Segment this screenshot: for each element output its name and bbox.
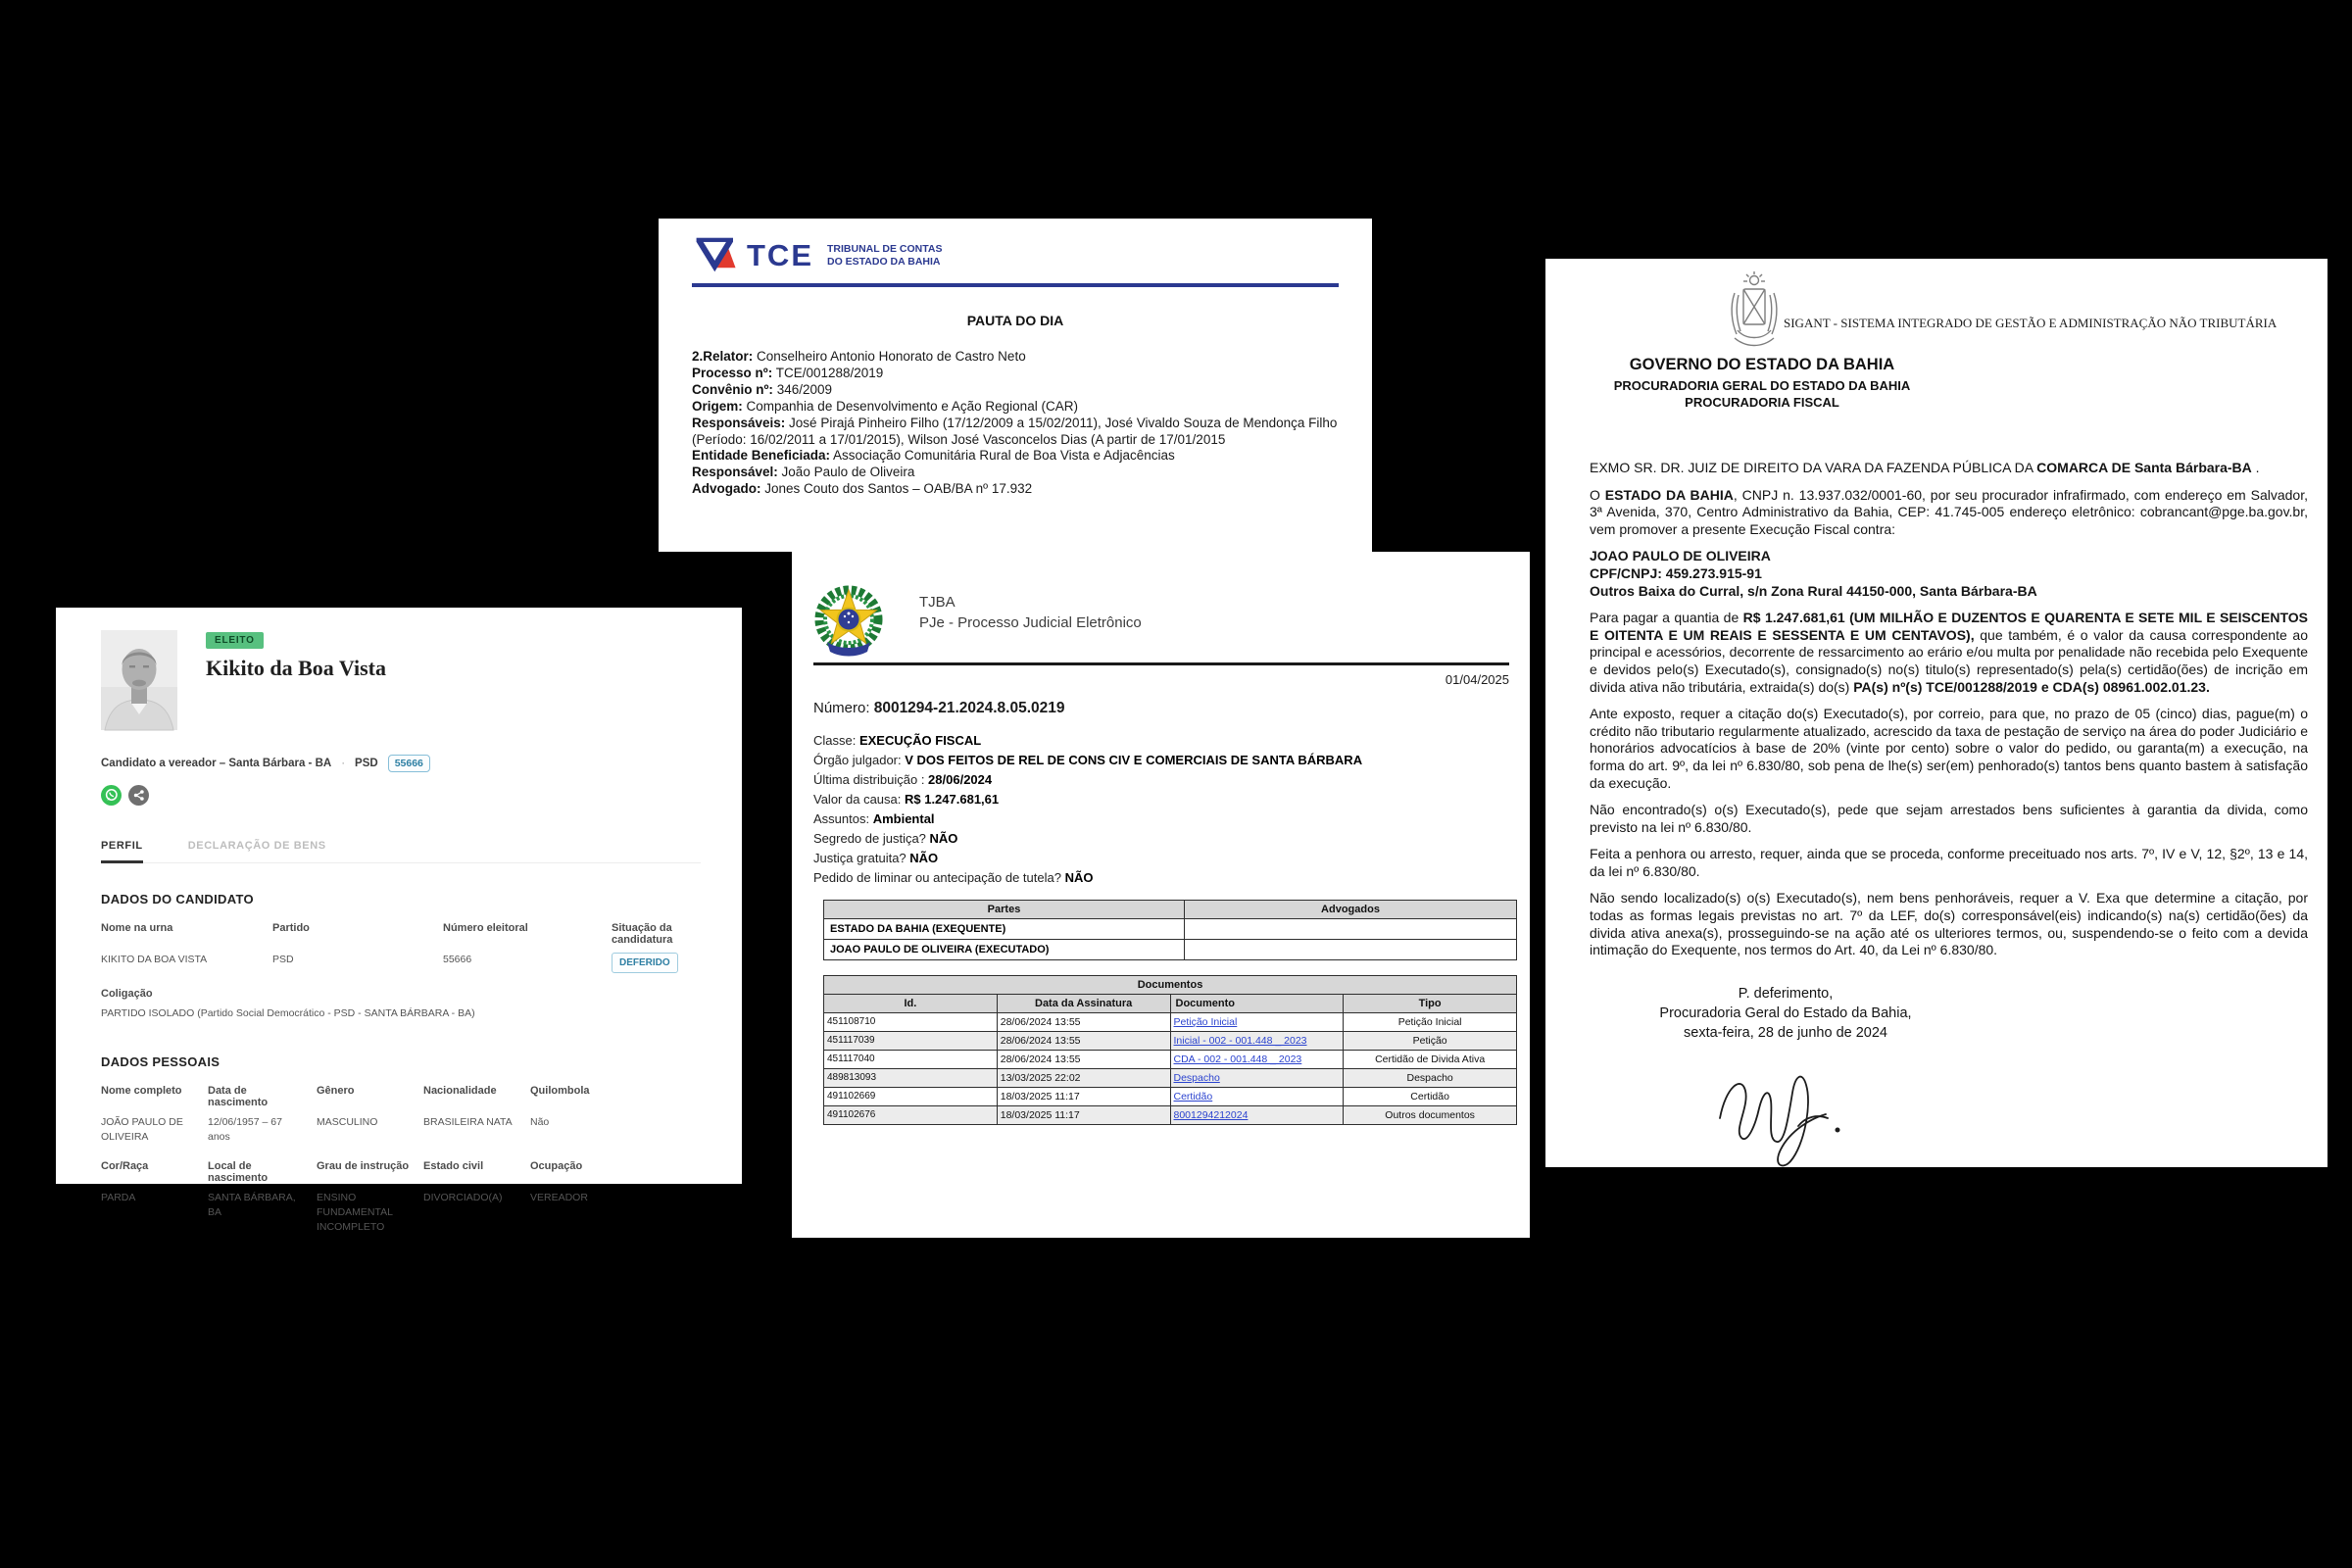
field-label: Coligação [101,988,153,1000]
field-label: Número eleitoral [443,922,528,934]
field-value: ENSINO FUNDAMENTAL INCOMPLETO [317,1192,393,1233]
text-segment: que também, é o valor da causa correspondente ao principal e acessórios, decorrente de ressarcimento ao erário e/ou multa por penalidade não recebida pelo Exequente e devidos pelo(s) Executado(s), consignado(s) no(s) titulo(s) representado(s) pela(s) certidão(ões) de incrição em divida ativa não tributária, extraida(s) do(s) [1590,626,2308,695]
partes-header: Partes [824,901,1185,919]
field-value: José Pirajá Pinheiro Filho (17/12/2009 a 15/02/2011), José Vivaldo Souza de Mendonça Filho (Período: 16/02/2011 a 17/01/2015), Wilson José Vasconcelos Dias (A partir de 17/01/2015 [692,415,1338,447]
pje-court-block [919,592,1142,633]
field-label: Gênero [317,1085,355,1097]
pje-fields [813,731,1509,888]
field-value: JOÃO PAULO DE OLIVEIRA [101,1116,183,1143]
field-label: Quilombola [530,1085,590,1097]
tce-pauta-document [659,219,1372,552]
pje-field-line [813,731,1509,751]
field-value: SANTA BÁRBARA, BA [208,1192,296,1218]
text-segment: R$ 1.247.681,61 (UM MILHÃO E DUZENTOS E QUARENTA E SETE MIL E SEISCENTOS E OITENTA E UM REAIS E SESSENTA E UM CENTAVOS), [1590,610,2308,643]
pje-case-number-line: Número: 8001294-21.2024.8.05.0219 [813,700,1065,716]
table-row [824,1106,1517,1125]
field-label: Justiça gratuita? [813,851,910,865]
field-label: Responsável: [692,465,778,480]
paragraph [1590,846,2308,880]
attorney-office-title: PROCURADORIA GERAL DO ESTADO DA BAHIA [1613,378,1911,393]
table-row [824,919,1517,940]
tce-field-line [692,465,1339,481]
paragraph [1590,890,2308,958]
closing-line: Procuradoria Geral do Estado da Bahia, [1659,1005,1912,1021]
field-label: Nome na urna [101,922,173,934]
partes-table [823,900,1517,960]
text-segment: Feita a penhora ou arresto, requer, ainda que se proceda, conforme preceituado nos arts. 7º, IV e V, 12, §2º, 13 e 14, da lei nº 6.830/80. [1590,846,2308,879]
pje-field-line [813,770,1509,790]
candidate-description: Candidato a vereador – Santa Bárbara - BA [101,758,332,769]
tce-logo-icon [694,236,739,274]
ballot-number-badge: 55666 [388,755,430,772]
field-label: Última distribuição : [813,772,929,787]
table-row [824,1051,1517,1069]
tjba-seal-icon [813,584,884,660]
doc-name-cell [1170,1106,1344,1125]
tce-field-line [692,448,1339,465]
share-button[interactable] [128,785,149,810]
closing-line: P. deferimento, [1738,986,1834,1002]
status-badge-eleito: ELEITO [206,632,264,649]
party-lawyers [1185,940,1517,960]
tce-acronym: TCE [747,237,813,272]
status-badge-deferido: DEFERIDO [612,953,678,973]
field-label: Assuntos: [813,811,873,826]
candidate-profile-card [56,608,742,1233]
tce-divider [692,283,1339,287]
field-label: Advogado: [692,481,761,497]
doc-signature-date: 28/06/2024 13:55 [997,1013,1170,1032]
tce-field-line [692,481,1339,498]
field-label: Processo nº: [692,365,773,380]
field-label: Órgão julgador: [813,753,906,767]
text-segment: JOAO PAULO DE OLIVEIRA [1590,548,1771,564]
field-value: KIKITO DA BOA VISTA [101,954,208,965]
field-value: MASCULINO [317,1116,378,1128]
doc-signature-date: 28/06/2024 13:55 [997,1032,1170,1051]
text-segment: Ante exposto, requer a citação do(s) Executado(s), por correio, para que, no prazo de 05 (cinco) dias, pague(m) o crédito não tributario regularmente atualizado, acrescido da taxa de pestação de serviço na área do poder Judiciário e honorários advocatícios à base de 20% (vinte por cento) sobre o valor do pedido, ou garanta(m) a execução, na forma do art. 9º, da lei nº 6.830/80, sob pena de lhe(s) ser(em) penhorado(s) tantos bens quanto bastem à satisfação da execução. [1590,706,2308,791]
tce-title: PAUTA DO DIA [966,313,1064,328]
pje-field-line [813,849,1509,868]
tce-field-line [692,366,1339,382]
pje-header [813,584,1509,660]
pje-divider [813,662,1509,665]
field-value: R$ 1.247.681,61 [904,792,1000,807]
field-label: Pedido de liminar ou antecipação de tutela? [813,870,1065,885]
text-segment: ESTADO DA BAHIA [1604,486,1734,503]
text-segment: , CNPJ n. 13.937.032/0001-60, por seu procurador infrafirmado, com endereço em Salvador, 3ª Avenida, 370, Centro Administrativo da Bahia, CEP: 41.745-005 endereço eletrônico: cobrancant@pge.ba.gov.br, vem promover a presente Execução Fiscal contra: [1590,486,2308,537]
doc-type: Despacho [1344,1069,1517,1088]
text-segment: Não sendo localizado(s) o(s) Executado(s), nem bens penhoráveis, requer a V. Exa que determine a citação, por todas as formas legais previstas no art. 7º da LEF, do(s) corresponsável(eis) indicando(s) na(s) certidão(ões) da divida ativa anexa(s), prosseguindo-se na ação até os ulteriores termos, ou, suspendendo-se o feito com a devida intimação do Exequente, nos termos do Art. 40, da Lei nº 6.830/80. [1590,890,2308,958]
pje-field-line [813,829,1509,849]
document-link[interactable]: Petição Inicial [1173,1016,1238,1028]
field-label: Segredo de justiça? [813,831,930,846]
field-value: BRASILEIRA NATA [423,1116,513,1128]
field-label: Classe: [813,733,859,748]
col-header-data: Data da Assinatura [997,995,1170,1013]
doc-type: Petição [1344,1032,1517,1051]
text-segment: . [2251,460,2260,475]
field-value: Jones Couto dos Santos – OAB/BA nº 17.932 [760,481,1033,497]
field-label: Local de nascimento [208,1160,269,1184]
party-name: JOAO PAULO DE OLIVEIRA (EXECUTADO) [824,940,1185,960]
col-header-documento: Documento [1170,995,1344,1013]
document-link[interactable]: CDA - 002 - 001.448 _ 2023 [1173,1054,1302,1065]
doc-signature-date: 13/03/2025 22:02 [997,1069,1170,1088]
field-label: Situação da candidatura [612,922,673,946]
tce-field-line [692,416,1339,449]
field-label: Nacionalidade [423,1085,497,1097]
personal-data-grid-row [101,1085,701,1145]
doc-id: 491102676 [824,1106,998,1125]
coligacao-block [101,988,701,1021]
document-link[interactable]: Certidão [1173,1091,1213,1102]
col-header-tipo: Tipo [1344,995,1517,1013]
pje-process-document [792,552,1530,1238]
text-segment: CPF/CNPJ: 459.273.915-91 [1590,564,1762,581]
pje-field-line [813,868,1509,888]
meta-separator: · [341,758,346,769]
documentos-title: Documentos [824,976,1517,995]
candidate-photo [101,630,177,735]
doc-id: 451117039 [824,1032,998,1051]
profile-tabs [101,840,701,863]
party-lawyers [1185,919,1517,940]
field-value: V DOS FEITOS DE REL DE CONS CIV E COMERCIAIS DE SANTA BÁRBARA [905,753,1363,767]
party-name: ESTADO DA BAHIA (EXEQUENTE) [824,919,1185,940]
documentos-table [823,975,1517,1125]
fiscal-office-title: PROCURADORIA FISCAL [1685,395,1839,410]
field-label: Cor/Raça [101,1160,149,1172]
doc-type: Outros documentos [1344,1106,1517,1125]
field-value: DIVORCIADO(A) [423,1192,503,1203]
field-value: PSD [272,954,294,965]
table-row [824,1013,1517,1032]
doc-id: 451117040 [824,1051,998,1069]
field-label: Responsáveis: [692,415,786,430]
col-header-id: Id. [824,995,998,1013]
field-value [612,953,701,973]
field-value: PARTIDO ISOLADO (Partido Social Democrático - PSD - SANTA BÁRBARA - BA) [101,1007,475,1019]
doc-type: Petição Inicial [1344,1013,1517,1032]
advogados-header: Advogados [1185,901,1517,919]
section-title-dados-pessoais: DADOS PESSOAIS [101,1054,220,1069]
document-link[interactable]: Despacho [1173,1072,1220,1084]
field-label: Data de nascimento [208,1085,269,1108]
doc-name-cell [1170,1013,1344,1032]
candidate-data-grid [101,922,701,973]
pge-execucao-fiscal-document [1545,259,2328,1167]
field-value: EXECUÇÃO FISCAL [858,733,982,748]
field-label: Estado civil [423,1160,484,1172]
text-segment: Não encontrado(s) o(s) Executado(s), pede que sejam arrestados bens suficientes à garantia da divida, como previsto na lei nº 6.830/80. [1590,802,2308,835]
pje-field-line [813,790,1509,809]
field-value: NÃO [929,831,958,846]
paragraph [1590,802,2308,836]
tce-logo-row [694,236,1339,274]
doc-name-cell [1170,1051,1344,1069]
document-link[interactable]: 8001294212024 [1173,1109,1249,1121]
field-value: Associação Comunitária Rural de Boa Vista e Adjacências [830,448,1175,464]
personal-data-grids [101,1085,701,1235]
field-value: João Paulo de Oliveira [777,465,915,480]
text-segment: COMARCA DE Santa Bárbara-BA [2036,460,2252,475]
field-label: Nome completo [101,1085,182,1097]
tce-field-line [692,399,1339,416]
candidate-name: Kikito da Boa Vista [206,656,386,680]
field-value: Não [530,1116,550,1128]
field-value: PARDA [101,1192,136,1203]
text-segment: Outros Baixa do Curral, s/n Zona Rural 44150-000, Santa Bárbara-BA [1590,582,2037,599]
doc-id: 451108710 [824,1013,998,1032]
pje-field-line [813,751,1509,770]
paragraph [1590,610,2308,696]
tab-declaracao-de-bens[interactable]: DECLARAÇÃO DE BENS [187,840,326,852]
text-segment: Para pagar a quantia de [1590,610,1743,626]
field-value: 55666 [443,954,472,965]
table-row [824,1088,1517,1106]
field-label: Ocupação [530,1160,583,1172]
field-value: Ambiental [872,811,935,826]
tce-field-line [692,382,1339,399]
text-segment: PA(s) nº(s) TCE/001288/2019 e CDA(s) 08961.002.01.23. [1853,678,2210,695]
doc-type: Certidão de Divida Ativa [1344,1051,1517,1069]
doc-name-cell [1170,1088,1344,1106]
field-label: Entidade Beneficiada: [692,448,831,464]
tce-org-name: TRIBUNAL DE CONTAS DO ESTADO DA BAHIA [827,243,943,268]
candidate-meta [101,755,701,772]
field-label: Valor da causa: [813,792,905,807]
signature-handwriting [1712,1057,1859,1170]
field-label: Grau de instrução [317,1160,410,1172]
field-label: Origem: [692,398,743,414]
sigant-system-label: SIGANT - SISTEMA INTEGRADO DE GESTÃO E ADMINISTRAÇÃO NÃO TRIBUTÁRIA [1784,316,2278,330]
text-segment: O [1590,486,1605,503]
pje-system: PJe - Processo Judicial Eletrônico [919,614,1142,631]
text-segment: EXMO SR. DR. JUIZ DE DIREITO DA VARA DA FAZENDA PÚBLICA DA [1590,460,2037,475]
table-row [824,1069,1517,1088]
party-abbrev: PSD [355,758,378,769]
doc-name-cell [1170,1032,1344,1051]
pge-headings [1545,356,1979,410]
field-value: Companhia de Desenvolvimento e Ação Regional (CAR) [742,398,1078,414]
doc-signature-date: 18/03/2025 11:17 [997,1106,1170,1125]
bahia-coat-of-arms-icon [1728,270,1781,355]
doc-id: 489813093 [824,1069,998,1088]
tce-fields [692,349,1339,498]
pje-case-number: 8001294-21.2024.8.05.0219 [873,700,1065,716]
field-value: 346/2009 [772,381,832,397]
pje-field-line [813,809,1509,829]
paragraph [1590,487,2308,539]
field-label: 2.Relator: [692,349,754,364]
pje-date: 01/04/2025 [1445,672,1509,687]
field-value: VEREADOR [530,1192,588,1203]
field-label: Partido [272,922,310,934]
field-value: TCE/001288/2019 [772,365,884,380]
paragraph [1590,460,2308,477]
field-value: NÃO [1064,870,1094,885]
pge-body [1590,460,2308,969]
doc-signature-date: 18/03/2025 11:17 [997,1088,1170,1106]
doc-name-cell [1170,1069,1344,1088]
section-title-dados-do-candidato: DADOS DO CANDIDATO [101,892,254,906]
paragraph [1590,706,2308,792]
pje-court: TJBA [919,594,956,611]
pge-closing [1545,984,2026,1043]
paragraph [1590,548,2308,600]
whatsapp-share-button[interactable] [101,785,122,810]
document-link[interactable]: Inicial - 002 - 001.448 _ 2023 [1173,1035,1307,1047]
table-row [824,940,1517,960]
government-title: GOVERNO DO ESTADO DA BAHIA [1629,356,1895,373]
field-value: NÃO [909,851,939,865]
table-row [824,1032,1517,1051]
tce-field-line [692,349,1339,366]
field-label: Convênio nº: [692,381,773,397]
closing-line: sexta-feira, 28 de junho de 2024 [1684,1025,1887,1041]
field-value: 12/06/1957 – 67 anos [208,1116,282,1143]
tab-perfil[interactable]: PERFIL [101,840,143,863]
doc-type: Certidão [1344,1088,1517,1106]
field-value: 28/06/2024 [928,772,993,787]
doc-id: 491102669 [824,1088,998,1106]
doc-signature-date: 28/06/2024 13:55 [997,1051,1170,1069]
field-value: Conselheiro Antonio Honorato de Castro Neto [753,349,1026,364]
personal-data-grid-row [101,1160,701,1235]
